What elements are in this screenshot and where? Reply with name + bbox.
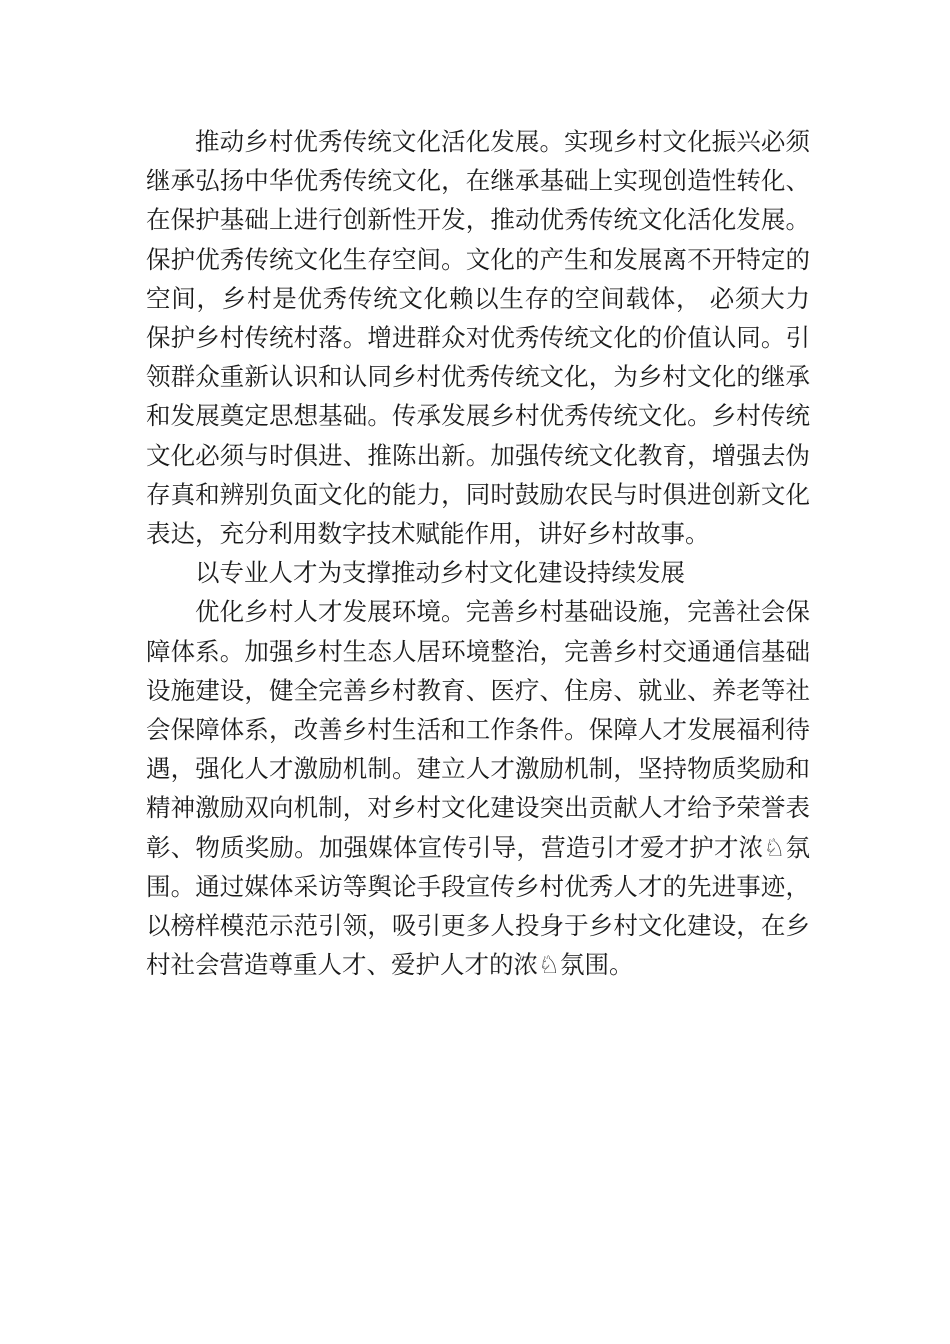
section-heading-talent-support: 以专业人才为支撑推动乡村文化建设持续发展 (195, 558, 685, 588)
paragraph-talent-environment: 优化乡村人才发展环境。完善乡村基础设施，完善社会保障体系。加强乡村生态人居环境整治，完善乡村交通通信基础设施建设，健全完善乡村教育、医疗、住房、就业、养老等社会保障体系，改善乡村生活和工作条件。保障人才发展福利待遇，强化人才激励机制。建立人才激励机制，坚持物质奖励和精神激励双向机制，对乡村文化建设突出贡献人才给予荣誉表彰、物质奖励。加强媒体宣传引导，营造引才爱才护才浓♘氛围。通过媒体采访等舆论手段宣传乡村优秀人才的先进事迹，以榜样模范示范引领，吸引更多人投身于乡村文化建设，在乡村社会营造尊重人才、爱护人才的浓♘氛围。 (146, 597, 810, 980)
document-page (146, 122, 810, 984)
paragraph-cultural-heritage: 推动乡村优秀传统文化活化发展。实现乡村文化振兴必须继承弘扬中华优秀传统文化，在继承基础上实现创造性转化、在保护基础上进行创新性开发，推动优秀传统文化活化发展。保护优秀传统文化生存空间。文化的产生和发展离不开特定的空间，乡村是优秀传统文化赖以生存的空间载体， 必须大力保护乡村传统村落。增进群众对优秀传统文化的价值认同。引领群众重新认识和认同乡村优秀传统文化，为乡村文化的继承和发展奠定思想基础。传承发展乡村优秀传统文化。乡村传统文化必须与时俱进、推陈出新。加强传统文化教育，增强去伪存真和辨别负面文化的能力，同时鼓励农民与时俱进创新文化表达，充分利用数字技术赋能作用，讲好乡村故事。 (146, 127, 810, 549)
